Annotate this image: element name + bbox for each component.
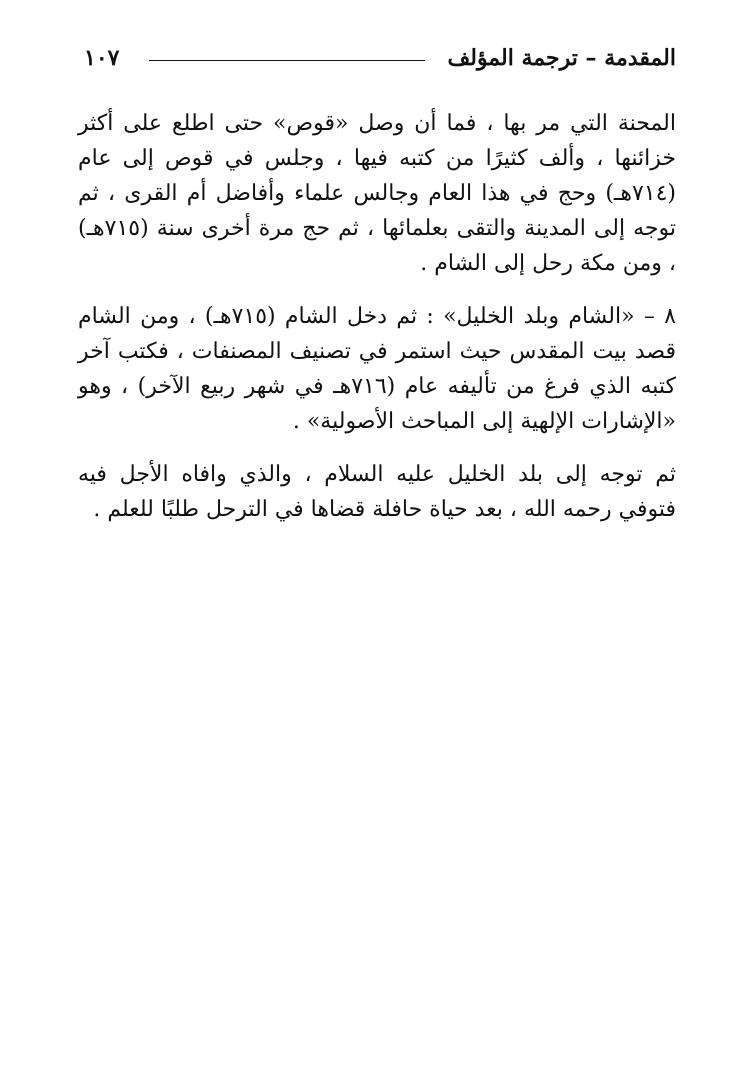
running-header xyxy=(84,38,676,78)
header-rule xyxy=(149,60,425,61)
page-number: ١٠٧ xyxy=(84,45,120,71)
header-title: المقدمة – ترجمة المؤلف xyxy=(447,45,676,71)
paragraph-1: المحنة التي مر بها ، فما أن وصل «قوص» حتى اطلع على أكثر خزائنها ، وألف كثيرًا من كتبه فيها ، وجلس في قوص إلى عام (٧١٤هـ) وحج في هذا العام وجالس علماء وأفاضل أم القرى ، ثم توجه إلى المدينة والتقى بعلمائها ، ثم حج مرة أخرى سنة (٧١٥هـ) ، ومن مكة رحل إلى الشام . xyxy=(78,111,676,276)
paragraph-3: ثم توجه إلى بلد الخليل عليه السلام ، والذي وافاه الأجل فيه فتوفي رحمه الله ، بعد حياة حافلة قضاها في الترحل طلبًا للعلم . xyxy=(78,462,676,522)
paragraph-2: ٨ – «الشام وبلد الخليل» : ثم دخل الشام (٧١٥هـ) ، ومن الشام قصد بيت المقدس حيث استمر في تصنيف المصنفات ، فكتب آخر كتبه الذي فرغ من تأليفه عام (٧١٦هـ في شهر ربيع الآخر) ، وهو «الإشارات الإلهية إلى المباحث الأصولية» . xyxy=(78,304,677,434)
body-text xyxy=(78,106,676,527)
